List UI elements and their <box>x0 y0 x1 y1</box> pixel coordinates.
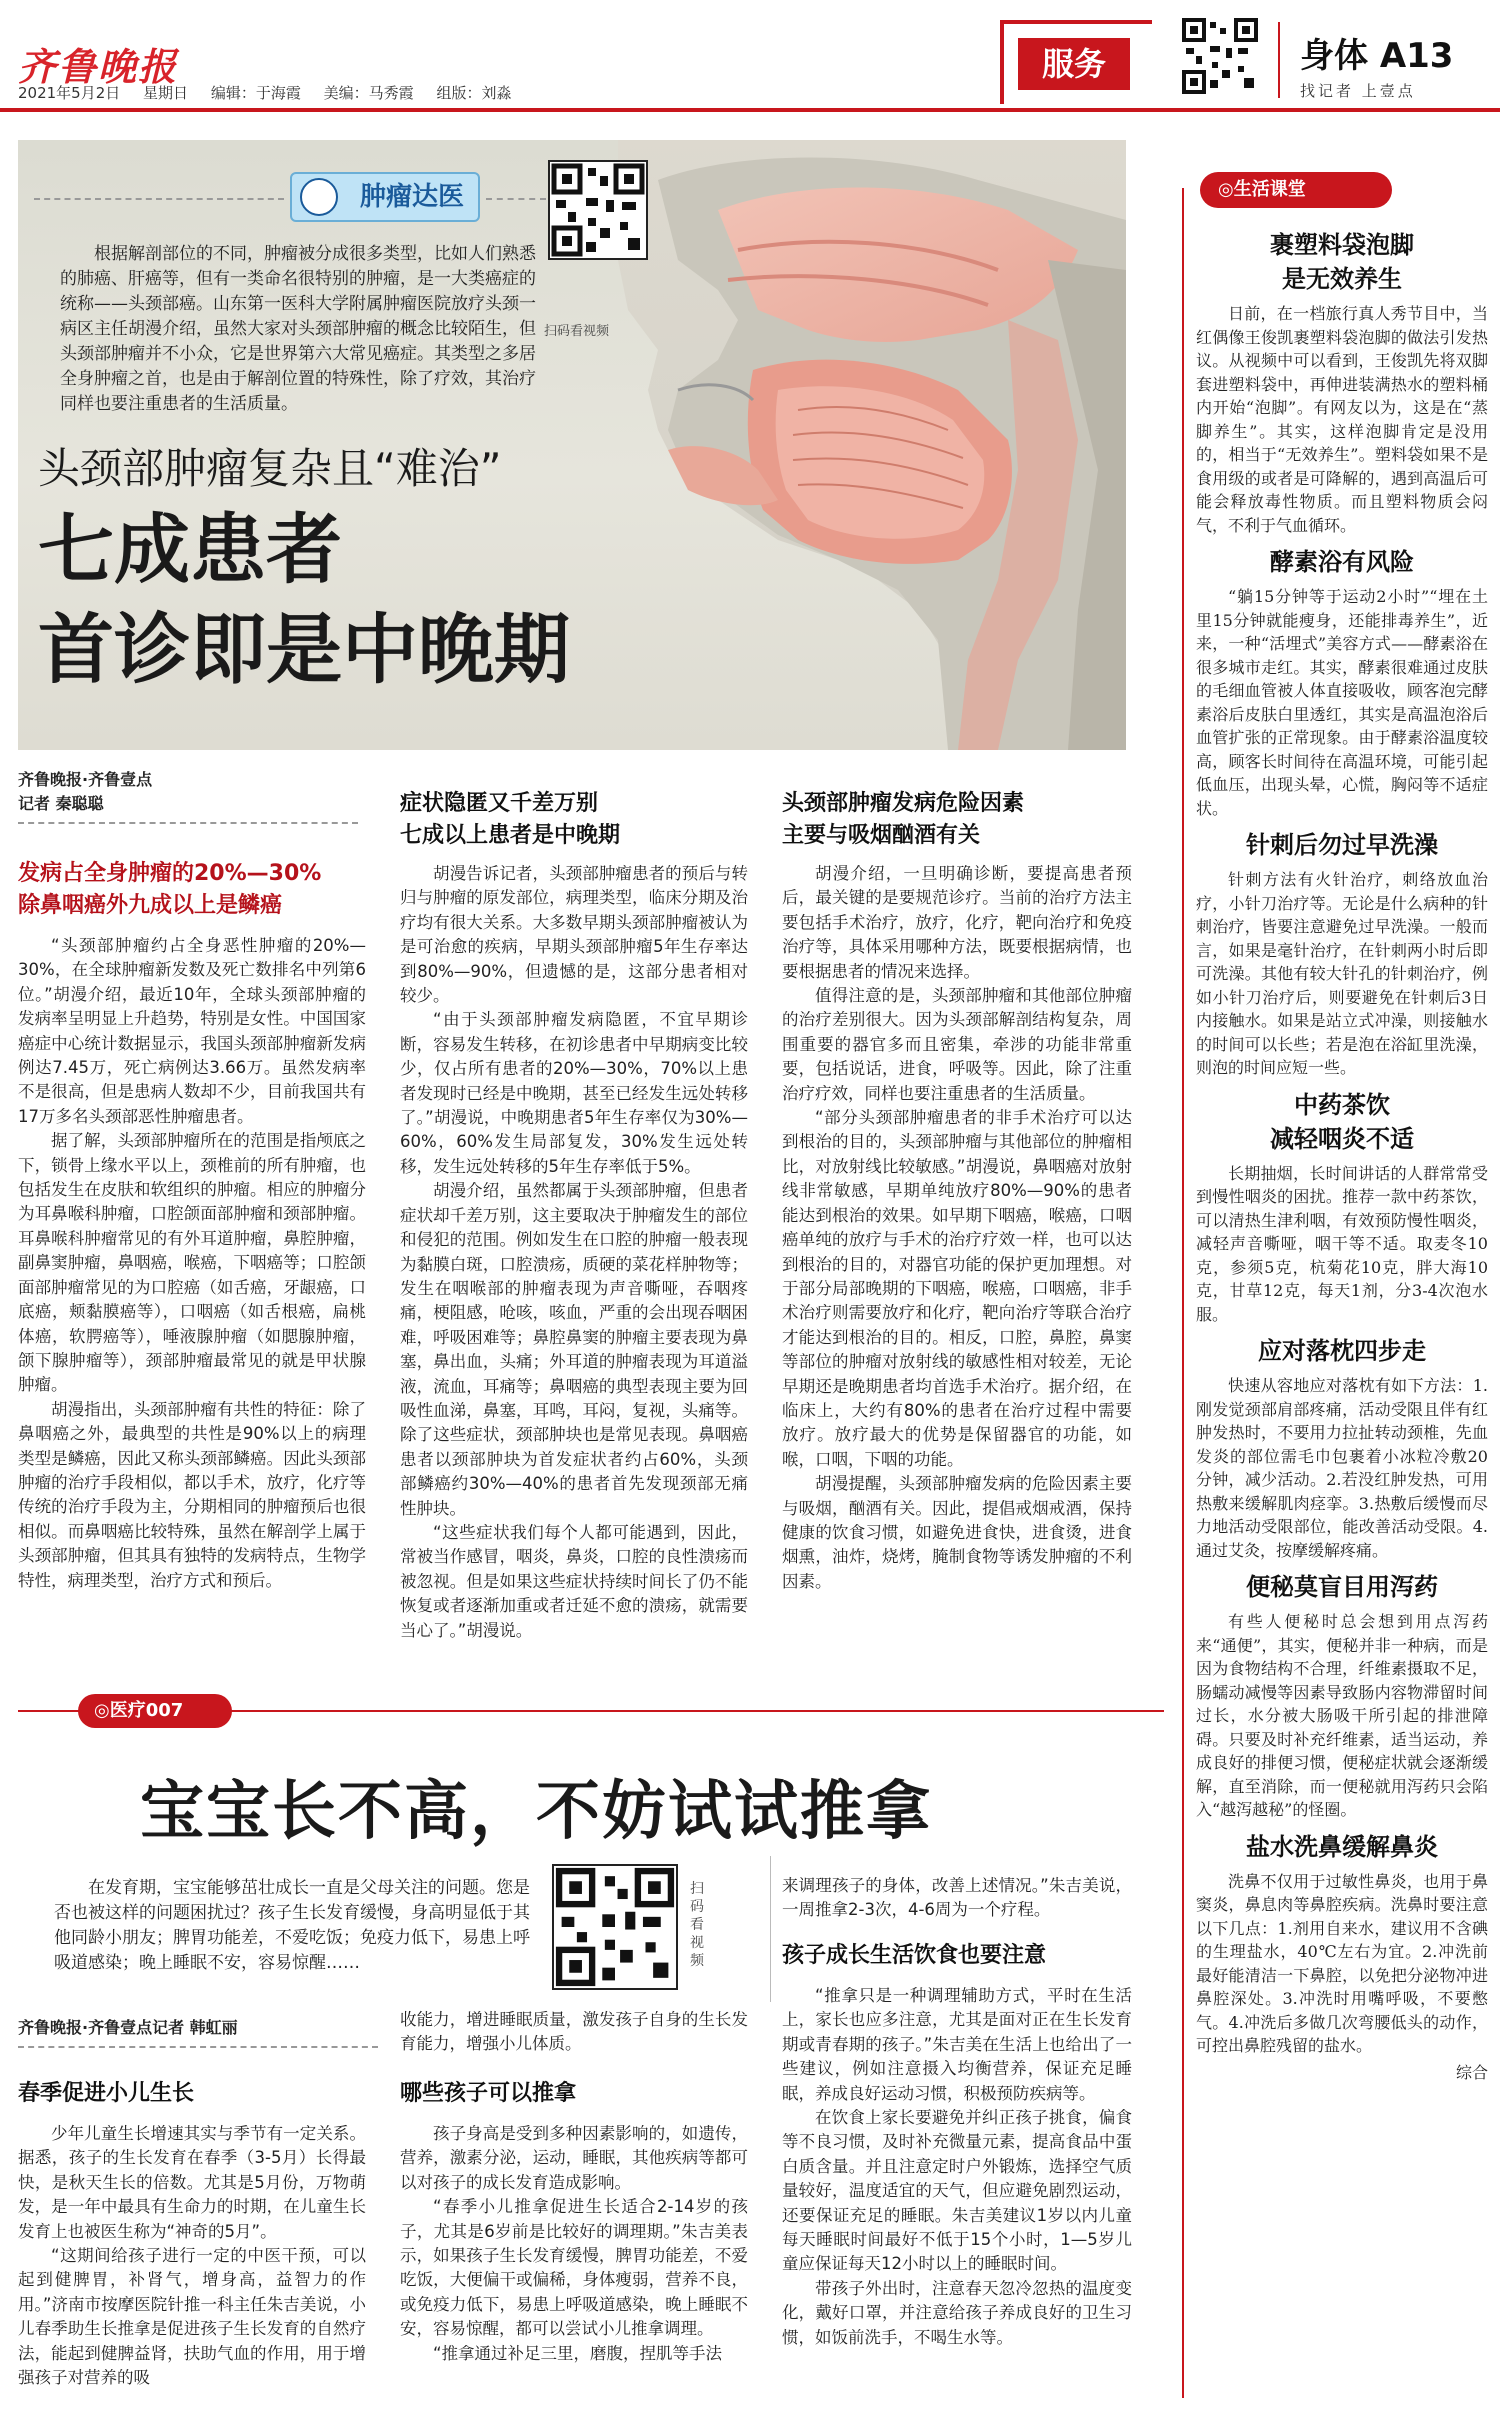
medical-col3-para: 带孩子外出时，注意春天忽冷忽热的温度变化，戴好口罩，并注意给孩子养成良好的卫生习惯，如饭前洗手，不喝生水等。 <box>782 2278 1132 2347</box>
medical-col3-para: “推拿只是一种调理辅助方式，平时在生活上，家长也应多注意，尤其是面对正在生长发育期或青春期的孩子。”朱吉美在生活上也给出了一些建议，例如注意摄入均衡营养，保证充足睡眠，养成良好运动习惯，积极预防疾病等。 <box>782 1986 1132 2103</box>
sidebar-item-title: 中药茶饮 减轻咽炎不适 <box>1270 1090 1414 1153</box>
sidebar-item <box>1196 1570 1488 1822</box>
sidebar-item-body: 针刺方法有火针治疗，刺络放血治疗，小针刀治疗等。无论是什么病种的针刺治疗，皆要注意避免过早洗澡。一般而言，如果是毫针治疗，在针刺两小时后即可洗澡。其他有较大针孔的针刺治疗，例如小针刀治疗后，则要避免在针刺后3日内接触水。如果是站立式冲澡，则接触水的时间可以长些；若是泡在浴缸里洗澡，则泡的时间应短一些。 <box>1196 870 1488 1077</box>
medical-lead: 在发育期，宝宝能够茁壮成长一直是父母关注的问题。您是否也被这样的问题困扰过？孩子生长发育缓慢，身高明显低于其他同龄小朋友；脾胃功能差，不爱吃饭；免疫力低下，易患上呼吸道感染；晚上睡眠不安，容易惊醒…… <box>54 1878 530 1973</box>
issue-weekday: 星期日 <box>143 84 189 102</box>
article-col3-para: 胡漫提醒，头颈部肿瘤发病的危险因素主要与吸烟，酗酒有关。因此，提倡戒烟戒酒，保持健康的饮食习惯，如避免进食快，进食烫，进食烟熏，油炸，烧烤，腌制食物等诱发肿瘤的不利因素。 <box>782 1474 1132 1591</box>
medical-col1-para: “这期间给孩子进行一定的中医干预，可以起到健脾胃，补肾气，增身高，益智力的作用。”济南市按摩医院针推一科主任朱吉美说，小儿春季助生长推拿是促进孩子生长发育的自然疗法，能起到健脾益肾，扶助气血的作用，用于增强孩子对营养的吸 <box>18 2246 366 2388</box>
medical-col1-para: 少年儿童生长增速其实与季节有一定关系。据悉，孩子的生长发育在春季（3-5月）长得最快，是秋天生长的倍数。尤其是5月份，万物萌发，是一年中最具有生命力的时期，在儿童生长发育上也被医生称为“神奇的5月”。 <box>18 2124 366 2241</box>
medical-col2-para: 孩子身高是受到多种因素影响的，如遗传，营养，激素分泌，运动，睡眠，其他疾病等都可以对孩子的成长发育造成影响。 <box>400 2124 748 2192</box>
article-col2-para: 胡漫告诉记者，头颈部肿瘤患者的预后与转归与肿瘤的原发部位，病理类型，临床分期及治疗均有很大关系。大多数早期头颈部肿瘤被认为是可治愈的疾病，早期头颈部肿瘤5年生存率达到80%—90%，但遗憾的是，这部分患者相对较少。 <box>400 864 748 1006</box>
sidebar-item-body: “躺15分钟等于运动2小时”“埋在土里15分钟就能瘦身，还能排毒养生”，近来，一种“活埋式”美容方式——酵素浴在很多城市走红。其实，酵素很难通过皮肤的毛细血管被人体直接吸收，顾客泡完酵素浴后皮肤白里透红，其实是高温泡浴后血管扩张的正常现象。由于酵素浴温度较高，顾客长时间待在高温环境，可能引起低血压，出现头晕，心慌，胸闷等不适症状。 <box>1196 587 1488 818</box>
article-col3-body <box>782 862 1132 1594</box>
medical-col3-subhead: 孩子成长生活饮食也要注意 <box>782 1943 1047 1968</box>
hero-dash-right <box>486 198 546 200</box>
article-byline <box>18 768 358 816</box>
sidebar-item-body: 洗鼻不仅用于过敏性鼻炎，也用于鼻窦炎，鼻息肉等鼻腔疾病。洗鼻时要注意以下几点：1.剂用自来水，建议用不含碘的生理盐水，40℃左右为宜。2.冲洗前最好能清洁一下鼻腔，以免把分泌物冲进鼻腔深处。3.冲洗时用嘴呼吸，不要憋气。4.冲洗后多做几次弯腰低头的动作，可控出鼻腔残留的盐水。 <box>1196 1871 1488 2055</box>
column-badge-label: 肿瘤达医 <box>359 182 464 212</box>
sidebar-item-title: 裹塑料袋泡脚 是无效养生 <box>1270 231 1414 293</box>
hero-qr-caption: 扫码看视频 <box>544 324 610 339</box>
sidebar-item <box>1196 828 1488 1080</box>
sidebar-item-title: 便秘莫盲目用泻药 <box>1246 1573 1438 1601</box>
medical-col3-body <box>782 1984 1132 2350</box>
medical-tag: ◎医疗007 <box>78 1694 232 1728</box>
sidebar-item-body: 快速从容地应对落枕有如下方法：1.刚发觉颈部肩部疼痛，活动受限且伴有红肿发热时，不要用力拉扯转动颈椎，先血发炎的部位需毛巾包裹着小冰粒冷敷20分钟，减少活动。2.若没红肿发热，可用热敷来缓解肌肉痉挛。3.热敷后缓慢而尽力地活动受限部位，能改善活动受限。4.通过艾灸，按摩缓解疼痛。 <box>1196 1376 1488 1560</box>
article-col3-para: 值得注意的是，头颈部肿瘤和其他部位肿瘤的治疗差别很大。因为头颈部解剖结构复杂，周围重要的器官多而且密集，牵涉的功能非常重要，包括说话，进食，呼吸等。因此，除了注重治疗疗效，同样也要注重患者的生活质量。 <box>782 986 1132 1103</box>
medical-col2-para: “推拿通过补足三里，磨腹，捏肌等手法 <box>433 2343 723 2363</box>
sidebar-item-body: 长期抽烟，长时间讲话的人群常常受到慢性咽炎的困扰。推荐一款中药茶饮，可以清热生津利咽，有效预防慢性咽炎，减轻声音嘶哑，咽干等不适。取麦冬10克，参须5克，杭菊花10克，胖大海10克，甘草12克，每天1剂，分3-4次泡水服。 <box>1196 1163 1488 1324</box>
hero-dash-left <box>34 198 284 200</box>
medical-col2-body <box>400 2122 748 2366</box>
hero-headline <box>38 500 570 700</box>
sidebar-item-body: 有些人便秘时总会想到用点泻药来“通便”，其实，便秘并非一种病，而是因为食物结构不合理，纤维素摄取不足，肠蠕动减慢等因素导致肠内容物滞留时间过长，水分被大肠吸干所引起的排泄障碍。只要及时补充纤维素，适当运动，养成良好的排便习惯，便秘症状就会逐渐缓解，直至消除，而一便秘就用泻药只会陷入“越泻越秘”的怪圈。 <box>1196 1612 1488 1819</box>
header-rule <box>0 108 1500 112</box>
medical-col2-para: “春季小儿推拿促进生长适合2-14岁的孩子，尤其是6岁前是比较好的调理期。”朱吉美表示，如果孩子生长发育缓慢，脾胃功能差，不爱吃饭，大便偏干或偏稀，身体瘦弱，营养不良，或免疫力低下，易患上呼吸道感染，晚上睡眠不安，容易惊醒，都可以尝试小儿推拿调理。 <box>400 2197 748 2339</box>
medical-headline: 宝宝长不高，不妨试试推拿 <box>140 1775 932 1849</box>
sidebar-item <box>1196 1088 1488 1327</box>
sidebar-item <box>1196 545 1488 820</box>
page-section-subtitle: 找记者 上壹点 <box>1300 82 1416 100</box>
sidebar-frame <box>1182 188 1184 2398</box>
article-col2-subhead: 症状隐匿又千差万别 七成以上患者是中晚期 <box>400 791 621 848</box>
medical-qr-caption: 扫码看视频 <box>690 1881 704 1969</box>
byline-dash <box>18 822 358 824</box>
header-qr-code[interactable] <box>1182 18 1258 94</box>
medical-col3-top: 来调理孩子的身体，改善上述情况。”朱吉美说，一周推拿2-3次，4-6周为一个疗程。 <box>782 1876 1132 1920</box>
article-byline-reporter: 记者 秦聪聪 <box>18 794 104 813</box>
medical-col2-subhead: 哪些孩子可以推拿 <box>400 2081 577 2106</box>
sidebar-item-title: 应对落枕四步走 <box>1258 1337 1426 1365</box>
sidebar-item-title: 针刺后勿过早洗澡 <box>1246 831 1438 859</box>
sidebar-footer: 综合 <box>1455 2062 1488 2082</box>
column-badge <box>290 172 480 222</box>
medical-byline: 齐鲁晚报·齐鲁壹点记者 韩虹丽 <box>18 2018 238 2037</box>
article-byline-outlet: 齐鲁晚报·齐鲁壹点 <box>18 770 153 789</box>
header-divider <box>1278 22 1280 98</box>
article-col1-para: “头颈部肿瘤约占全身恶性肿瘤的20%—30%，在全球肿瘤新发数及死亡数排名中列第6位。”胡漫介绍，最近10年，全球头颈部肿瘤的发病率呈明显上升趋势，特别是女性。中国国家癌症中心统计数据显示，我国头颈部肿瘤新发病例达7.45万，死亡病例达3.66万。虽然发病率不是很高，但是患病人数却不少，目前我国共有17万多名头颈部恶性肿瘤患者。 <box>18 936 366 1126</box>
hero-kicker: 头颈部肿瘤复杂且“难治” <box>38 444 502 493</box>
medical-col1-body <box>18 2122 366 2390</box>
sidebar-tag-label: 生活课堂 <box>1233 179 1306 200</box>
section-tag: 服务 <box>1018 38 1130 90</box>
article-col1-para: 胡漫指出，头颈部肿瘤有共性的特征：除了鼻咽癌之外，最典型的共性是90%以上的病理类型是鳞癌，因此又称头颈部鳞癌。因此头颈部肿瘤的治疗手段相似，都以手术，放疗，化疗等传统的治疗手段为主，分期相同的肿瘤预后也很相似。而鼻咽癌比较特殊，虽然在解剖学上属于头颈部肿瘤，但其具有独特的发病特点，生物学特性，病理类型，治疗方式和预后。 <box>18 1399 366 1590</box>
doctor-icon <box>300 178 338 216</box>
sidebar-column <box>1196 228 1488 2083</box>
article-col2-body <box>400 862 748 1643</box>
editor-credit: 编辑：于海霞 <box>210 84 301 102</box>
art-editor-credit: 美编：马秀霞 <box>323 84 414 102</box>
sidebar-item <box>1196 228 1488 537</box>
sidebar-item <box>1196 1334 1488 1562</box>
medical-tag-label: 医疗007 <box>109 1700 184 1721</box>
article-col3-para: 胡漫介绍，一旦明确诊断，要提高患者预后，最关键的是要规范诊疗。当前的治疗方法主要包括手术治疗，放疗，化疗，靶向治疗和免疫治疗等，具体采用哪种方法，既要根据病情，也要根据患者的情况来选择。 <box>782 864 1132 981</box>
article-col1-body <box>18 934 366 1593</box>
medical-video-qr[interactable] <box>552 1864 678 1990</box>
sidebar-item-title: 酵素浴有风险 <box>1270 548 1414 576</box>
medical-col2-top: 收能力，增进睡眠质量，激发孩子自身的生长发育能力，增强小儿体质。 <box>400 2010 748 2054</box>
article-col2-para: 胡漫介绍，虽然都属于头颈部肿瘤，但患者症状却千差万别，这主要取决于肿瘤发生的部位和侵犯的范围。例如发生在口腔的肿瘤一般表现为黏膜白斑，口腔溃疡，质硬的菜花样肿物等；发生在咽喉部的肿瘤表现为声音嘶哑，吞咽疼痛，梗阻感，呛咳，咳血，严重的会出现吞咽困难，呼吸困难等；鼻腔鼻窦的肿瘤主要表现为鼻塞，鼻出血，头痛；外耳道的肿瘤表现为耳道溢液，流血，耳痛等；鼻咽癌的典型表现主要为回吸性血涕，鼻塞，耳鸣，耳闷，复视，头痛等。除了这些症状，颈部肿块也是常见表现。鼻咽癌患者以颈部肿块为首发症状者约占60%，头颈部鳞癌约30%—40%的患者首先发现颈部无痛性肿块。 <box>400 1181 748 1518</box>
medical-byline-dash <box>18 2046 378 2048</box>
article-col1-subhead: 发病占全身肿瘤的20%—30% 除鼻咽癌外九成以上是鳞癌 <box>18 861 322 918</box>
sidebar-item-title: 盐水洗鼻缓解鼻炎 <box>1246 1832 1438 1861</box>
article-col2-para: “由于头颈部肿瘤发病隐匿，不宜早期诊断，容易发生转移，在初诊患者中早期病变比较少，仅占所有患者的20%—30%，70%以上患者发现时已经是中晚期，甚至已经发生远处转移了。”胡漫说，中晚期患者5年生存率仅为30%—60%，60%发生局部复发，30%发生远处转移，发生远处转移的5年生存率低于5%。 <box>400 1010 748 1176</box>
sidebar-item-body: 日前，在一档旅行真人秀节目中，当红偶像王俊凯裹塑料袋泡脚的做法引发热议。从视频中可以看到，王俊凯先将双脚套进塑料袋中，再伸进装满热水的塑料桶内开始“泡脚”。有网友以为，这是在“蒸脚养生”。其实，这样泡脚肯定是没用的，相当于“无效养生”。塑料袋如果不是食用级的或者是可降解的，遇到高温后可能会释放毒性物质。而且塑料物质会闷气，不利于气血循环。 <box>1196 304 1488 535</box>
issue-meta <box>18 82 529 103</box>
article-col3-subhead: 头颈部肿瘤发病危险因素 主要与吸烟酗酒有关 <box>782 791 1025 848</box>
article-col3-para: “部分头颈部肿瘤患者的非手术治疗可以达到根治的目的，头颈部肿瘤与其他部位的肿瘤相比，对放射线比较敏感。”胡漫说，鼻咽癌对放射线非常敏感，早期单纯放疗80%—90%的患者能达到根治的效果。如早期下咽癌，喉癌，口咽癌单纯的放疗与手术的治疗疗效一样，也可以达到根治的目的，对器官功能的保护更加理想。对于部分局部晚期的下咽癌，喉癌，口咽癌，非手术治疗则需要放疗和化疗，靶向治疗等联合治疗才能达到根治的目的。相反，口腔，鼻腔，鼻窦等部位的肿瘤对放射线的敏感性相对较差，无论早期还是晚期患者均首选手术治疗。据介绍，在临床上，大约有80%的患者在治疗过程中需要放疗。放疗最大的优势是保留器官的功能，如喉，口咽，下咽的功能。 <box>782 1108 1132 1469</box>
newspaper-logo: 齐鲁晚报 <box>18 44 179 89</box>
page-section-title: 身体 A13 <box>1300 36 1454 76</box>
article-col2-para: “这些症状我们每个人都可能遇到，因此，常被当作感冒，咽炎，鼻炎，口腔的良性溃疡而被忽视。但是如果这些症状持续时间长了仍不能恢复或者逐渐加重或者迁延不愈的溃疡，就需要当心了。”胡漫说。 <box>400 1522 748 1640</box>
layout-credit: 组版：刘淼 <box>436 84 512 102</box>
medical-col1-subhead: 春季促进小儿生长 <box>18 2081 195 2106</box>
sidebar-item <box>1196 1830 1488 2058</box>
issue-date: 2021年5月2日 <box>18 84 121 102</box>
medical-divider <box>770 1856 771 2002</box>
sidebar-tag: ◎生活课堂 <box>1200 172 1392 208</box>
hero-headline-line2: 首诊即是中晚期 <box>38 605 570 694</box>
medical-col3-para: 在饮食上家长要避免并纠正孩子挑食，偏食等不良习惯，及时补充微量元素，提高食品中蛋白质含量。并且注意定时户外锻炼，选择空气质量较好，温度适宜的天气，但应避免剧烈运动，还要保证充足的睡眠。朱吉美建议1岁以内儿童每天睡眠时间最好不低于15个小时，1—5岁儿童应保证每天12小时以上的睡眠时间。 <box>782 2108 1132 2274</box>
hero-video-qr[interactable] <box>548 160 648 260</box>
article-col1-para: 据了解，头颈部肿瘤所在的范围是指颅底之下，锁骨上缘水平以上，颈椎前的所有肿瘤，也包括发生在皮肤和软组织的肿瘤。相应的肿瘤分为耳鼻喉科肿瘤，口腔颌面部肿瘤和颈部肿瘤。耳鼻喉科肿瘤常见的有外耳道肿瘤，鼻腔肿瘤，副鼻窦肿瘤，鼻咽癌，喉癌，下咽癌等；口腔颌面部肿瘤常见的为口腔癌（如舌癌，牙龈癌，口底癌，颊黏膜癌等），口咽癌（如舌根癌，扁桃体癌，软腭癌等），唾液腺肿瘤（如腮腺肿瘤，颌下腺肿瘤等），颈部肿瘤最常见的就是甲状腺肿瘤。 <box>18 1131 366 1395</box>
hero-headline-line1: 七成患者 <box>38 505 342 594</box>
hero-intro: 根据解剖部位的不同，肿瘤被分成很多类型，比如人们熟悉的肺癌、肝癌等，但有一类命名很特别的肿瘤，是一大类癌症的统称——头颈部癌。山东第一医科大学附属肿瘤医院放疗头颈一病区主任胡漫介绍，虽然大家对头颈部肿瘤的概念比较陌生，但头颈部肿瘤并不小众，它是世界第六大常见癌症。其类型之多居全身肿瘤之首，也是由于解剖位置的特殊性，除了疗效，其治疗同样也要注重患者的生活质量。 <box>60 244 536 414</box>
